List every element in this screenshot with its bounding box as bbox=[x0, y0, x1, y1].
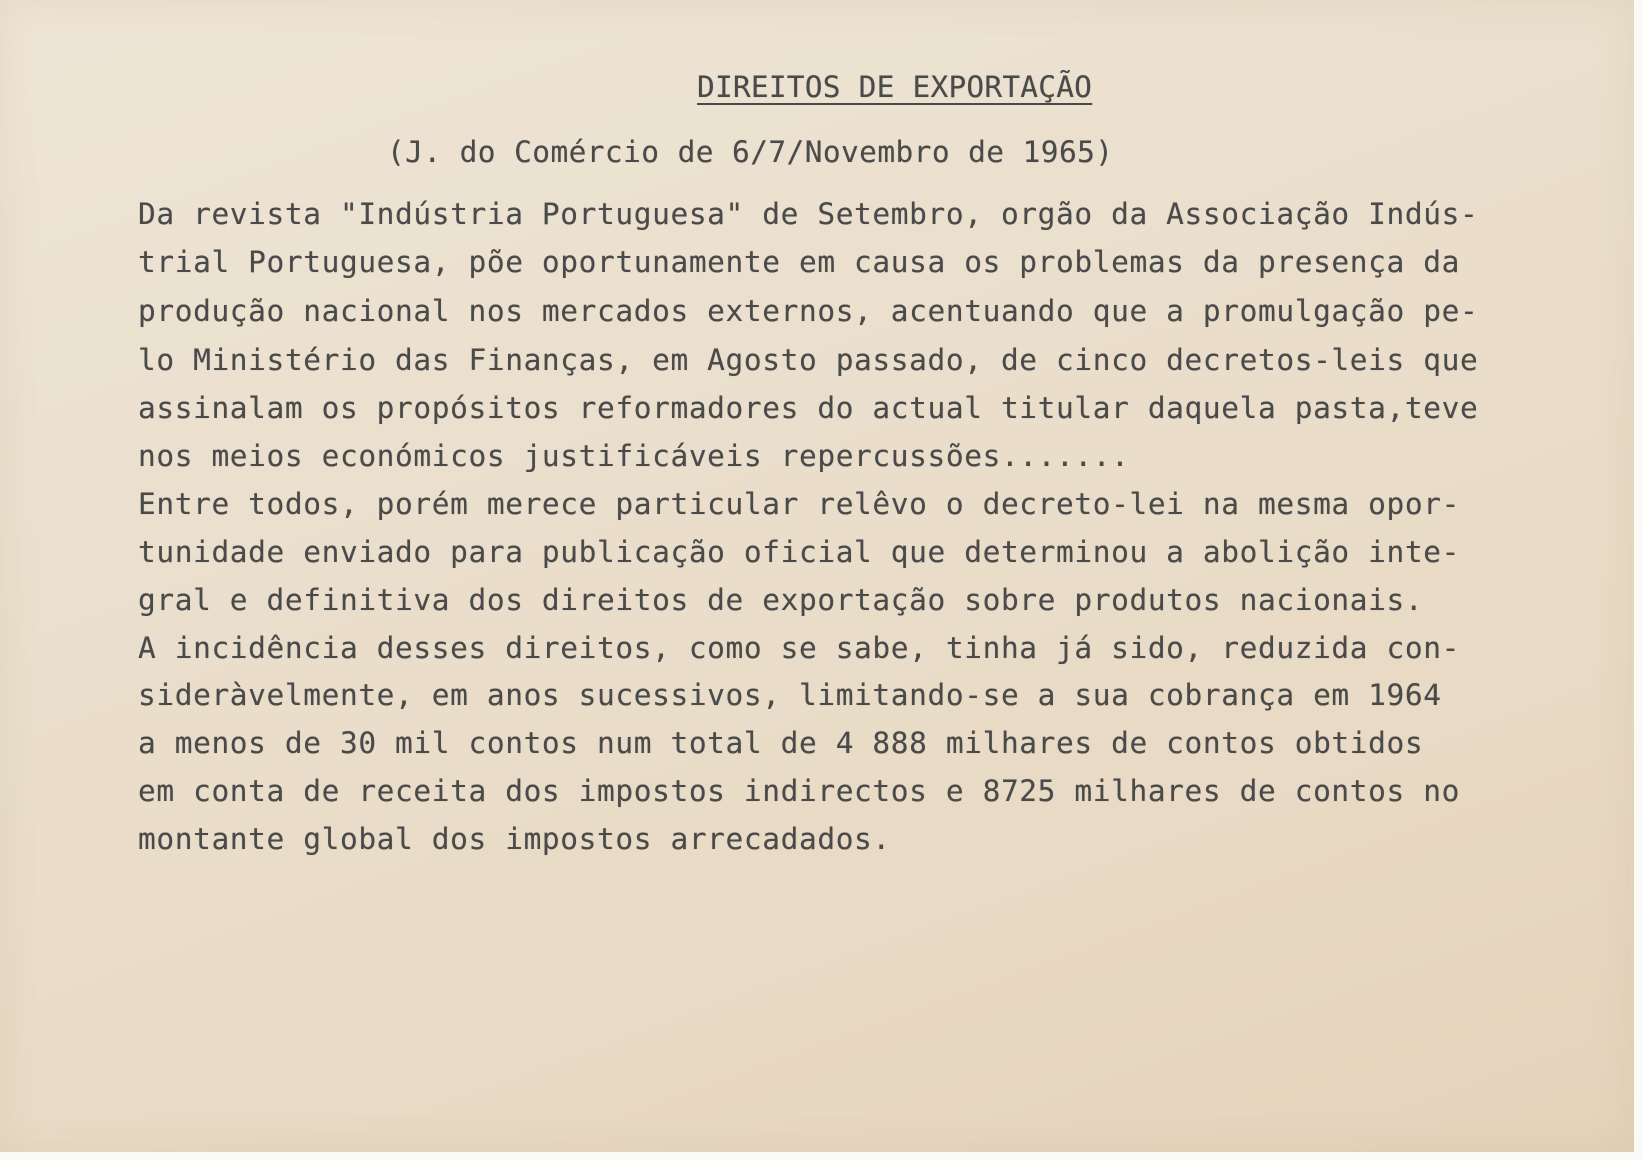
body-line-9: gral e definitiva dos direitos de exportação sobre produtos nacionais. bbox=[138, 583, 1424, 617]
body-line-10: A incidência desses direitos, como se sabe, tinha já sido, reduzida con- bbox=[138, 631, 1460, 665]
document-source-line: (J. do Comércio de 6/7/Novembro de 1965) bbox=[387, 135, 1114, 169]
body-line-1: Da revista "Indústria Portuguesa" de Setembro, orgão da Associação Indús- bbox=[138, 197, 1479, 231]
body-line-8: tunidade enviado para publicação oficial que determinou a abolição inte- bbox=[138, 535, 1460, 569]
body-line-13: em conta de receita dos impostos indirectos e 8725 milhares de contos no bbox=[138, 774, 1460, 808]
body-line-2: trial Portuguesa, põe oportunamente em causa os problemas da presença da bbox=[138, 245, 1460, 279]
body-line-14: montante global dos impostos arrecadados. bbox=[138, 822, 891, 856]
body-line-3: produção nacional nos mercados externos, acentuando que a promulgação pe- bbox=[138, 294, 1479, 328]
scan-margin-right bbox=[1634, 0, 1643, 1160]
document-title: DIREITOS DE EXPORTAÇÃO bbox=[697, 70, 1093, 104]
body-line-5: assinalam os propósitos reformadores do actual titular daquela pasta,teve bbox=[138, 391, 1479, 425]
body-line-6: nos meios económicos justificáveis repercussões....... bbox=[138, 439, 1130, 473]
body-line-4: lo Ministério das Finanças, em Agosto passado, de cinco decretos-leis que bbox=[138, 343, 1479, 377]
body-line-7: Entre todos, porém merece particular relêvo o decreto-lei na mesma opor- bbox=[138, 487, 1460, 521]
body-line-12: a menos de 30 mil contos num total de 4 888 milhares de contos obtidos bbox=[138, 726, 1424, 760]
scan-margin-bottom bbox=[0, 1152, 1643, 1160]
body-line-11: sideràvelmente, em anos sucessivos, limitando-se a sua cobrança em 1964 bbox=[138, 678, 1442, 712]
